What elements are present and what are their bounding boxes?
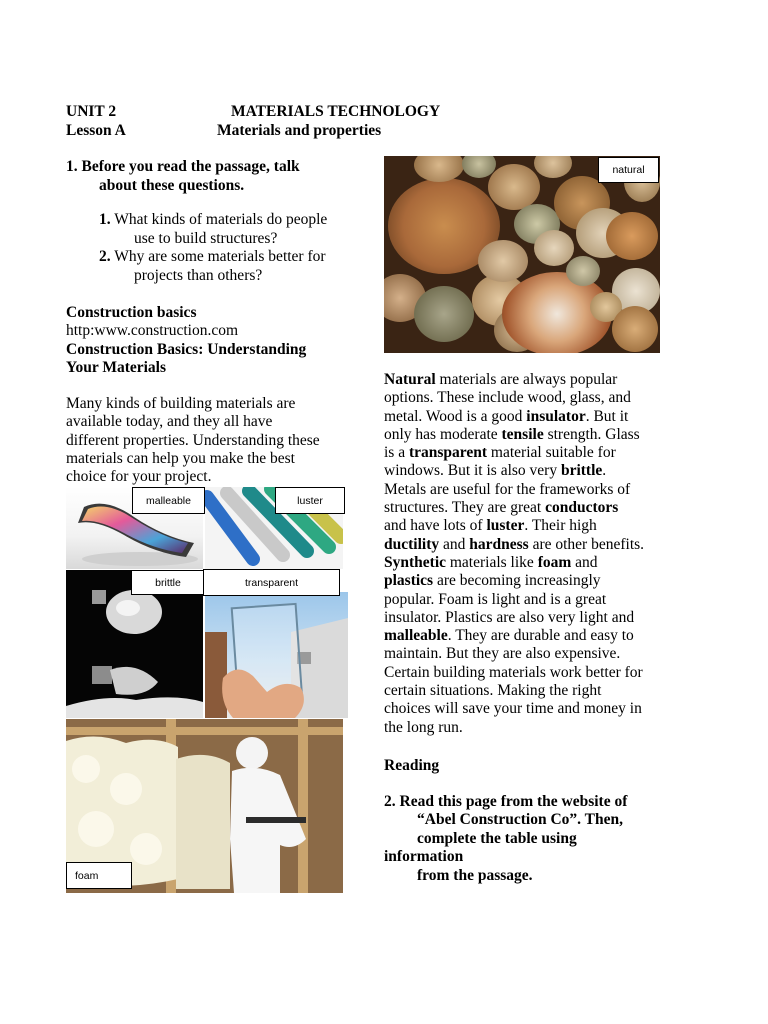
passage-text: is a xyxy=(384,444,409,462)
passage-text: . They are durable and easy to xyxy=(447,627,634,645)
intro-line: Many kinds of building materials are xyxy=(66,395,296,412)
passage-text: . But it xyxy=(585,407,629,425)
passage-line: maintain. But they are also expensive. xyxy=(384,645,621,663)
term-conductors: conductors xyxy=(545,499,619,517)
wood-logs-photo xyxy=(384,156,660,353)
passage-text: are becoming increasingly xyxy=(433,572,601,590)
term-plastics: plastics xyxy=(384,572,434,590)
passage-text: materials like xyxy=(446,553,538,571)
label-malleable: malleable xyxy=(132,487,205,514)
label-natural: natural xyxy=(598,157,659,183)
passage-text: and xyxy=(439,535,470,553)
passage-text: metal. Wood is a good xyxy=(384,407,527,425)
passage-text: and have lots of xyxy=(384,517,487,535)
term-synthetic: Synthetic xyxy=(384,553,446,571)
question-2-text: Why are some materials better for xyxy=(114,248,326,265)
article-title-line2: Your Materials xyxy=(66,359,167,376)
website-url: http:www.construction.com xyxy=(66,322,239,339)
unit-number: UNIT 2 xyxy=(66,103,117,120)
reading-instruction-line1: 2. Read this page from the website of xyxy=(384,793,628,810)
question-1 xyxy=(99,211,327,229)
intro-line: materials can help you make the best xyxy=(66,449,295,467)
materials-passage xyxy=(384,371,644,737)
question-2-cont: projects than others? xyxy=(134,267,263,284)
term-luster: luster xyxy=(486,517,525,535)
passage-line: certain situations. Making the right xyxy=(384,682,602,700)
passage-line: insulator. Plastics are also very light and xyxy=(384,608,635,626)
construction-basics-heading: Construction basics xyxy=(66,304,197,321)
passage-line: popular. Foam is light and is a great xyxy=(384,590,607,608)
term-insulator: insulator xyxy=(526,407,586,425)
passage-line: choices will save your time and money in xyxy=(384,700,642,718)
term-foam: foam xyxy=(537,553,572,571)
lesson-label: Lesson A xyxy=(66,122,126,139)
passage-line: the long run. xyxy=(384,718,463,736)
unit-title: MATERIALS TECHNOLOGY xyxy=(231,103,441,120)
reading-instruction-line5: from the passage. xyxy=(417,867,533,884)
passage-line: Metals are useful for the frameworks of xyxy=(384,480,631,498)
passage-text: . xyxy=(602,462,607,480)
reading-instruction-line2: “Abel Construction Co”. Then, xyxy=(417,811,623,828)
glass-pane-photo xyxy=(205,592,348,718)
passage-text: materials are always popular xyxy=(435,371,618,388)
passage-text: strength. Glass xyxy=(543,425,640,443)
passage-text: . Their high xyxy=(524,517,597,535)
question-1-cont: use to build structures? xyxy=(134,230,278,247)
passage-text: material suitable for xyxy=(487,444,616,462)
passage-text: windows. But it is also very xyxy=(384,462,561,480)
label-luster: luster xyxy=(275,487,345,514)
question-1-number: 1. xyxy=(99,211,111,228)
passage-line: Certain building materials work better for xyxy=(384,663,643,681)
glass-illustration xyxy=(205,592,348,718)
question-1-text: What kinds of materials do people xyxy=(114,211,328,228)
passage-text: and xyxy=(571,553,598,571)
label-foam: foam xyxy=(66,862,132,889)
term-brittle: brittle xyxy=(560,462,603,480)
question-2-number: 2. xyxy=(99,248,111,265)
passage-text: are other benefits. xyxy=(528,535,645,553)
intro-paragraph xyxy=(66,395,320,486)
reading-instruction-line3: complete the table using xyxy=(417,830,577,847)
intro-line: different properties. Understanding these xyxy=(66,431,320,449)
term-malleable: malleable xyxy=(384,627,448,645)
passage-text: structures. They are great xyxy=(384,499,546,517)
intro-line: available today, and they all have xyxy=(66,413,273,431)
passage-text: only has moderate xyxy=(384,425,502,443)
term-transparent: transparent xyxy=(408,444,488,462)
reading-instruction-line4: information xyxy=(384,848,464,865)
label-brittle: brittle xyxy=(131,570,205,595)
instruction-1-line2: about these questions. xyxy=(99,177,245,194)
term-hardness: hardness xyxy=(469,535,529,553)
instruction-1-line1: 1. Before you read the passage, talk xyxy=(66,158,300,175)
intro-line: choice for your project. xyxy=(66,468,212,486)
term-tensile: tensile xyxy=(501,425,544,443)
question-2 xyxy=(99,248,326,266)
term-natural: Natural xyxy=(384,371,436,388)
label-transparent: transparent xyxy=(203,569,340,596)
term-ductility: ductility xyxy=(384,535,440,553)
article-title-line1: Construction Basics: Understanding xyxy=(66,341,307,358)
passage-line: options. These include wood, glass, and xyxy=(384,389,631,407)
reading-heading: Reading xyxy=(384,757,440,774)
lesson-title: Materials and properties xyxy=(217,122,382,139)
